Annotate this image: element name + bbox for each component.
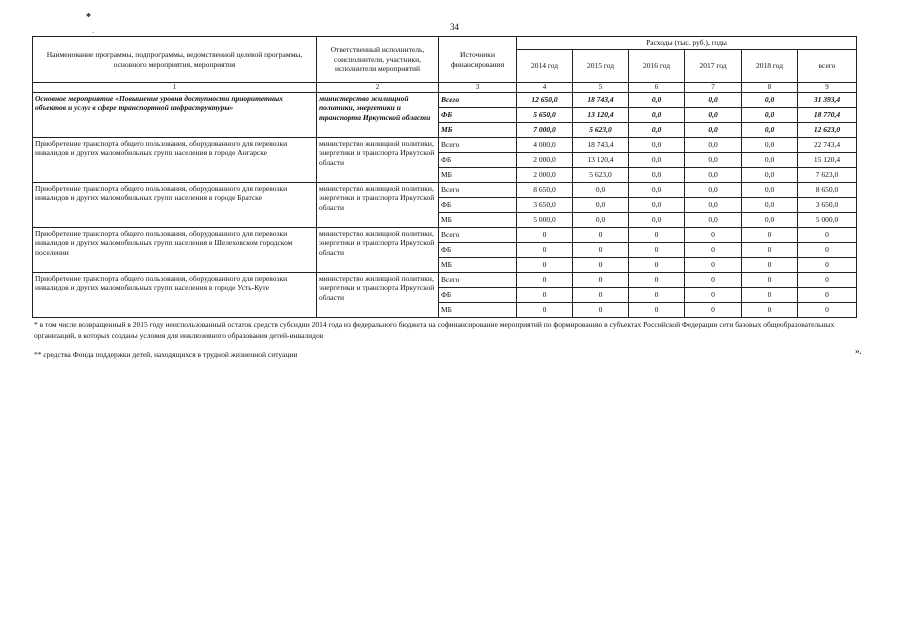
measure-name: Приобретение транспорта общего пользования, оборудованного для перевозки инвалидов и других маломобильных групп населения в городе Усть-Куте xyxy=(33,272,317,317)
year-value: 5 000,0 xyxy=(517,212,573,227)
year-value: 0,0 xyxy=(742,137,798,152)
column-number: 9 xyxy=(798,83,857,93)
year-value: 5 623,0 xyxy=(573,122,629,137)
table-row xyxy=(33,272,857,287)
year-value: 0 xyxy=(517,257,573,272)
year-value: 0 xyxy=(742,242,798,257)
closing-quote: ». xyxy=(855,346,862,356)
funding-source: Всего xyxy=(439,182,517,197)
column-number: 8 xyxy=(742,83,798,93)
header-sources: Источники финансирования xyxy=(439,37,517,83)
year-value: 5 623,0 xyxy=(573,167,629,182)
year-value: 0 xyxy=(629,227,685,242)
funding-source: ФБ xyxy=(439,152,517,167)
year-value: 0 xyxy=(685,242,742,257)
year-value: 0 xyxy=(629,272,685,287)
column-number: 6 xyxy=(629,83,685,93)
funding-source: ФБ xyxy=(439,242,517,257)
table-row xyxy=(33,92,857,107)
year-value: 0,0 xyxy=(742,167,798,182)
year-value: 5 650,0 xyxy=(517,107,573,122)
year-value: 0,0 xyxy=(742,107,798,122)
measure-name: Приобретение транспорта общего пользования, оборудованного для перевозки инвалидов и других маломобильных групп населения в Шелеховском городском поселении xyxy=(33,227,317,272)
year-value: 0,0 xyxy=(742,182,798,197)
year-value: 0,0 xyxy=(573,212,629,227)
year-value: 0,0 xyxy=(742,197,798,212)
year-value: 0 xyxy=(573,287,629,302)
header-year: 2017 год xyxy=(685,50,742,83)
year-value: 13 120,4 xyxy=(573,107,629,122)
total-value: 0 xyxy=(798,257,857,272)
table-row xyxy=(33,227,857,242)
measure-executor: министерство жилищной политики, энергетики и транспорта Иркутской области xyxy=(317,92,439,137)
header-total: всего xyxy=(798,50,857,83)
year-value: 0 xyxy=(685,272,742,287)
year-value: 0,0 xyxy=(742,92,798,107)
year-value: 0 xyxy=(573,242,629,257)
year-value: 0,0 xyxy=(685,182,742,197)
year-value: 0,0 xyxy=(629,197,685,212)
year-value: 0 xyxy=(517,272,573,287)
year-value: 0,0 xyxy=(629,212,685,227)
column-number: 5 xyxy=(573,83,629,93)
year-value: 0,0 xyxy=(573,197,629,212)
year-value: 0 xyxy=(742,302,798,317)
year-value: 0,0 xyxy=(629,122,685,137)
year-value: 0 xyxy=(517,287,573,302)
total-value: 0 xyxy=(798,227,857,242)
year-value: 0 xyxy=(517,242,573,257)
column-number: 1 xyxy=(33,83,317,93)
year-value: 0,0 xyxy=(742,212,798,227)
total-value: 0 xyxy=(798,302,857,317)
year-value: 0 xyxy=(742,257,798,272)
year-value: 0 xyxy=(517,227,573,242)
expenses-table xyxy=(32,36,857,318)
year-value: 2 000,0 xyxy=(517,152,573,167)
year-value: 0 xyxy=(629,302,685,317)
year-value: 0 xyxy=(742,272,798,287)
total-value: 3 650,0 xyxy=(798,197,857,212)
funding-source: МБ xyxy=(439,122,517,137)
column-number: 3 xyxy=(439,83,517,93)
total-value: 0 xyxy=(798,272,857,287)
funding-source: Всего xyxy=(439,137,517,152)
header-year: 2016 год xyxy=(629,50,685,83)
year-value: 0 xyxy=(685,287,742,302)
measure-executor: министерство жилищной политики, энергетики и транспорта Иркутской области xyxy=(317,137,439,182)
table-row xyxy=(33,137,857,152)
year-value: 4 000,0 xyxy=(517,137,573,152)
year-value: 0,0 xyxy=(629,137,685,152)
year-value: 0 xyxy=(573,272,629,287)
funding-source: Всего xyxy=(439,227,517,242)
year-value: 0,0 xyxy=(685,107,742,122)
header-executor: Ответственный исполнитель, соисполнители, участники, исполнители мероприятий xyxy=(317,37,439,83)
funding-source: Всего xyxy=(439,92,517,107)
total-value: 12 623,0 xyxy=(798,122,857,137)
total-value: 5 000,0 xyxy=(798,212,857,227)
year-value: 0,0 xyxy=(685,92,742,107)
funding-source: Всего xyxy=(439,272,517,287)
year-value: 2 000,0 xyxy=(517,167,573,182)
year-value: 0,0 xyxy=(573,182,629,197)
measure-name: Основное мероприятие «Повышение уровня доступности приоритетных объектов и услуг в сфере транспортной инфраструктуры» xyxy=(33,92,317,137)
year-value: 0 xyxy=(517,302,573,317)
funding-source: ФБ xyxy=(439,197,517,212)
column-number: 4 xyxy=(517,83,573,93)
measure-executor: министерство жилищной политики, энергетики и транспорта Иркутской области xyxy=(317,227,439,272)
year-value: 0,0 xyxy=(629,107,685,122)
year-value: 0,0 xyxy=(685,152,742,167)
measure-executor: министерство жилищной политики, энергетики и транспорта Иркутской области xyxy=(317,182,439,227)
header-year: 2018 год xyxy=(742,50,798,83)
total-value: 0 xyxy=(798,242,857,257)
year-value: 12 650,0 xyxy=(517,92,573,107)
year-value: 18 743,4 xyxy=(573,92,629,107)
total-value: 8 650,0 xyxy=(798,182,857,197)
year-value: 13 120,4 xyxy=(573,152,629,167)
year-value: 0 xyxy=(685,257,742,272)
year-value: 0,0 xyxy=(629,92,685,107)
year-value: 0,0 xyxy=(629,152,685,167)
year-value: 8 650,0 xyxy=(517,182,573,197)
corner-dot: · xyxy=(92,29,95,37)
year-value: 0 xyxy=(629,242,685,257)
total-value: 31 393,4 xyxy=(798,92,857,107)
measure-executor: министерство жилищной политики, энергетики и транспорта Иркутской области xyxy=(317,272,439,317)
column-number: 7 xyxy=(685,83,742,93)
header-year: 2015 год xyxy=(573,50,629,83)
corner-mark: * xyxy=(86,12,91,23)
funding-source: МБ xyxy=(439,257,517,272)
year-value: 0 xyxy=(685,227,742,242)
table-body xyxy=(33,92,857,317)
year-value: 0 xyxy=(742,287,798,302)
year-value: 7 000,0 xyxy=(517,122,573,137)
measure-name: Приобретение транспорта общего пользования, оборудованного для перевозки инвалидов и других маломобильных групп населения в городе Ангарске xyxy=(33,137,317,182)
year-value: 0 xyxy=(742,227,798,242)
year-value: 0,0 xyxy=(685,212,742,227)
table-row xyxy=(33,182,857,197)
funding-source: МБ xyxy=(439,167,517,182)
funding-source: ФБ xyxy=(439,107,517,122)
measure-name: Приобретение транспорта общего пользования, оборудованного для перевозки инвалидов и других маломобильных групп населения в городе Братске xyxy=(33,182,317,227)
year-value: 0,0 xyxy=(685,122,742,137)
total-value: 15 120,4 xyxy=(798,152,857,167)
year-value: 0,0 xyxy=(742,122,798,137)
header-program: Наименование программы, подпрограммы, ведомственной целевой программы, основного мероприятия, мероприятия xyxy=(33,37,317,83)
year-value: 0 xyxy=(573,257,629,272)
year-value: 0,0 xyxy=(742,152,798,167)
year-value: 0 xyxy=(629,257,685,272)
page-number: 34 xyxy=(450,22,459,32)
funding-source: ФБ xyxy=(439,287,517,302)
year-value: 0 xyxy=(629,287,685,302)
year-value: 0 xyxy=(573,302,629,317)
footnote-2: ** средства Фонда поддержки детей, находящихся в трудной жизненной ситуации xyxy=(34,350,298,359)
year-value: 0,0 xyxy=(685,137,742,152)
year-value: 18 743,4 xyxy=(573,137,629,152)
footnote-1: * в том числе возвращенный в 2015 году неиспользованный остаток средств субсидии 2014 года из федерального бюджета на софинансирование мероприятий по формированию в субъектах Российской Федерации сети базовых общеобразовательных организаций, в которых созданы условия для инклюзивного образования детей-инвалидов xyxy=(34,320,835,340)
total-value: 22 743,4 xyxy=(798,137,857,152)
total-value: 7 623,0 xyxy=(798,167,857,182)
year-value: 0 xyxy=(573,227,629,242)
total-value: 0 xyxy=(798,287,857,302)
funding-source: МБ xyxy=(439,302,517,317)
year-value: 3 650,0 xyxy=(517,197,573,212)
year-value: 0,0 xyxy=(629,167,685,182)
year-value: 0,0 xyxy=(629,182,685,197)
header-year: 2014 год xyxy=(517,50,573,83)
funding-source: МБ xyxy=(439,212,517,227)
year-value: 0 xyxy=(685,302,742,317)
year-value: 0,0 xyxy=(685,197,742,212)
total-value: 18 770,4 xyxy=(798,107,857,122)
year-value: 0,0 xyxy=(685,167,742,182)
header-expenses: Расходы (тыс. руб.), годы xyxy=(517,37,857,50)
column-number: 2 xyxy=(317,83,439,93)
